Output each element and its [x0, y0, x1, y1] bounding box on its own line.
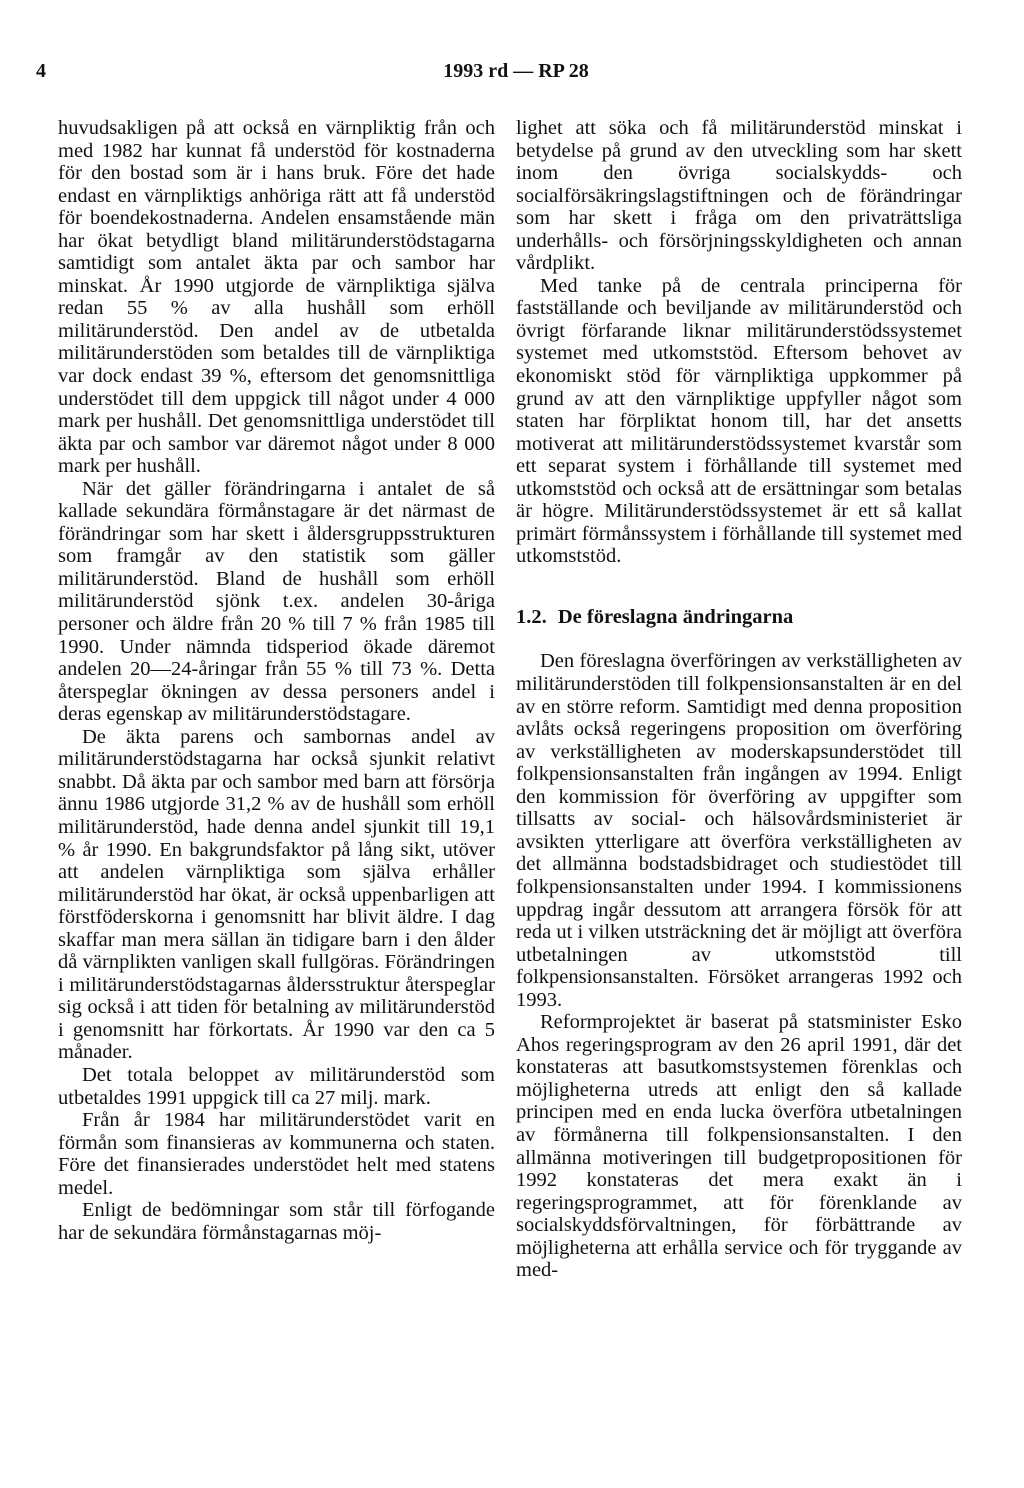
- section-heading: [516, 606, 962, 629]
- paragraph: Med tanke på de centrala principerna för fastställande och beviljande av militärunderstöd och övrigt förfarande liknar militärunderstödssystemet systemet med utkomststöd. Eftersom behovet av ekonomiskt stöd för värnpliktiga uppkommer på grund av att den värnpliktige uppfyller något som staten har förpliktat honom till, har det ansetts motiverat att militärunderstödssystemet kvarstår som ett separat system i förhållande till systemet med utkomststöd och också att de ersättningar som betalas är högre. Militärunderstödssystemet är ett så kallat primärt förmånssystem i förhållande till systemet med utkomststöd.: [516, 274, 962, 568]
- paragraph: lighet att söka och få militärunderstöd minskat i betydelse på grund av den utveckling som har skett inom den övriga socialskydds- och socialförsäkringslagstiftningen och de förändringar som har skett i fråga om den privaträttsliga underhålls- och försörjningsskyldigheten och annan vårdplikt.: [516, 117, 962, 275]
- paragraph: Från år 1984 har militärunderstödet varit en förmån som finansieras av kommunerna och staten. Före det finansierades understödet helt med statens medel.: [58, 1109, 495, 1199]
- page-header: [36, 60, 996, 90]
- paragraph: Enligt de bedömningar som står till förfogande har de sekundära förmånstagarnas möj-: [58, 1199, 495, 1244]
- paragraph: Det totala beloppet av militärunderstöd som utbetaldes 1991 uppgick till ca 27 milj. mark.: [58, 1063, 495, 1109]
- right-column: [516, 117, 962, 1282]
- paragraph: Den föreslagna överföringen av verkställigheten av militärunderstöden till folkpensionsanstalten är en del av en större reform. Samtidigt med denna proposition avlåts också regeringens proposition om överföring av verkställigheten av moderskapsunderstödet till folkpensionsanstalten från ingången av 1994. Enligt den kommission för överföring av uppgifter som tillsatts av social- och hälsovårdsministeriet är avsikten ytterligare att överföra verkställigheten av det allmänna bodstadsbidraget och studiestödet till folkpensionsanstalten under 1994. I kommissionens uppdrag ingår dessutom att arrangera försök för att reda ut i vilken utsträckning det är möjligt att överföra utbetalningen av utkomststöd till folkpensionsanstalten. Försöket arrangeras 1992 och 1993.: [516, 650, 962, 1011]
- paragraph: huvudsakligen på att också en värnpliktig från och med 1982 har kunnat få understöd för kostnaderna för den bostad som är i hans bruk. Före det hade endast en värnpliktigs anhöriga rätt att få understöd för boendekostnaderna. Andelen ensamstående män har ökat betydligt bland militärunderstödstagarna samtidigt som antalet äkta par och sambor har minskat. År 1990 utgjorde de värnpliktiga själva redan 55 % av alla hushåll som erhöll militärunderstöd. Den andel av de utbetalda militärunderstöden som betaldes till de värnpliktiga var dock endast 39 %, eftersom det genomsnittliga understödet till dem uppgick till något under 4 000 mark per hushåll. Det genomsnittliga understödet till äkta par och sambor var däremot något under 8 000 mark per hushåll.: [58, 117, 495, 478]
- paragraph: När det gäller förändringarna i antalet de så kallade sekundära förmånstagare är det närmast de förändringar som har skett i åldersgruppsstrukturen som framgår av den statistik som gäller militärunderstöd. Bland de hushåll som erhöll militärunderstöd sjönk t.ex. andelen 30-åriga personer och äldre från 20 % till 7 % från 1985 till 1990. Under nämnda tidsperiod ökade däremot andelen 20—24-åringar från 55 % till 73 %. Detta återspeglar ökningen av dessa personers andel i deras egenskap av militärunderstödstagare.: [58, 477, 495, 726]
- running-head: 1993 rd — RP 28: [443, 60, 589, 82]
- section-number: 1.2.: [516, 605, 547, 628]
- left-column: [58, 117, 495, 1244]
- page-number: 4: [36, 60, 46, 82]
- section-title: De föreslagna ändringarna: [557, 605, 794, 628]
- paragraph: De äkta parens och sambornas andel av militärunderstödstagarna har också sjunkit relativt snabbt. Då äkta par och sambor med barn att försörja ännu 1986 utgjorde 31,2 % av de hushåll som erhöll militärunderstöd, hade denna andel sjunkit till 19,1 % år 1990. En bakgrundsfaktor på lång sikt, utöver att andelen värnpliktiga som själva erhåller militärunderstöd har ökat, är också uppenbarligen att förstföderskorna i genomsnitt har blivit äldre. I dag skaffar man mera sällan än tidigare barn i den ålder då värnplikten vanligen skall fullgöras. Förändringen i militärunderstödstagarnas åldersstruktur återspeglar sig också i att tiden för betalning av militärunderstöd i genomsnitt har förkortats. År 1990 var den ca 5 månader.: [58, 725, 495, 1064]
- paragraph: Reformprojektet är baserat på statsminister Esko Ahos regeringsprogram av den 26 april 1991, där det konstateras att basutkomstsystemen förenklas och möjligheterna utreds att enligt den så kallade principen med en enda lucka överföra utbetalningen av förmånerna till folkpensionsanstalten. I den allmänna motiveringen till budgetpropositionen för 1992 konstateras det mera exakt än i regeringsprogrammet, att för förenklande av socialskyddsförvaltningen, för förbättrande av möjligheterna att erhålla service och för tryggande av med-: [516, 1011, 962, 1282]
